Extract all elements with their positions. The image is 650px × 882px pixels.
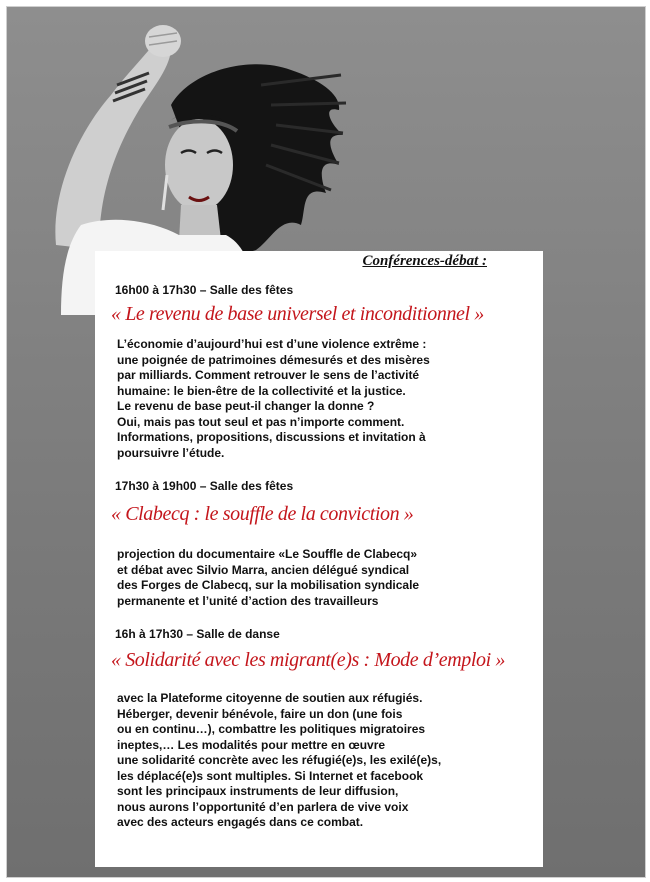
event-1-title: « Le revenu de base universel et inconditionnel » bbox=[111, 303, 484, 325]
event-2-title: « Clabecq : le souffle de la conviction » bbox=[111, 503, 414, 525]
event-3-time: 16h à 17h30 – Salle de danse bbox=[115, 627, 280, 641]
poster bbox=[6, 6, 646, 878]
event-1-time: 16h00 à 17h30 – Salle des fêtes bbox=[115, 283, 294, 297]
event-2-description: projection du documentaire «Le Souffle de Clabecq» et débat avec Silvio Marra, ancien délégué syndical des Forges de Clabecq, sur la mobilisation syndicale permanente et l’unité d’action des travailleurs bbox=[117, 547, 420, 608]
event-3-description: avec la Plateforme citoyenne de soutien aux réfugiés. Héberger, devenir bénévole, faire un don (une fois ou en continu…), combattre les politiques migratoires ineptes,… Les modalités pour mettre en œuvre une solidarité concrète avec les réfugié(e)s, les exilé(e)s, les déplacé(e)s sont multiples. Si Internet et facebook sont les principaux instruments de leur diffusion, nous aurons l’opportunité d’en parlera de vive voix avec des acteurs engagés dans ce combat. bbox=[117, 691, 442, 829]
section-heading: Conférences-débat : bbox=[362, 253, 487, 269]
conference-panel bbox=[95, 251, 543, 867]
event-3-title: « Solidarité avec les migrant(e)s : Mode d’emploi » bbox=[111, 649, 505, 671]
event-2-time: 17h30 à 19h00 – Salle des fêtes bbox=[115, 479, 294, 493]
event-1-description: L’économie d’aujourd’hui est d’une violence extrême : une poignée de patrimoines démesurés et des misères par milliards. Comment retrouver le sens de l’activité humaine: le bien-être de la collectivité et la justice. Le revenu de base peut-il changer la donne ? Oui, mais pas tout seul et pas n’importe comment. Informations, propositions, discussions et invitation à poursuivre l’étude. bbox=[117, 337, 430, 460]
